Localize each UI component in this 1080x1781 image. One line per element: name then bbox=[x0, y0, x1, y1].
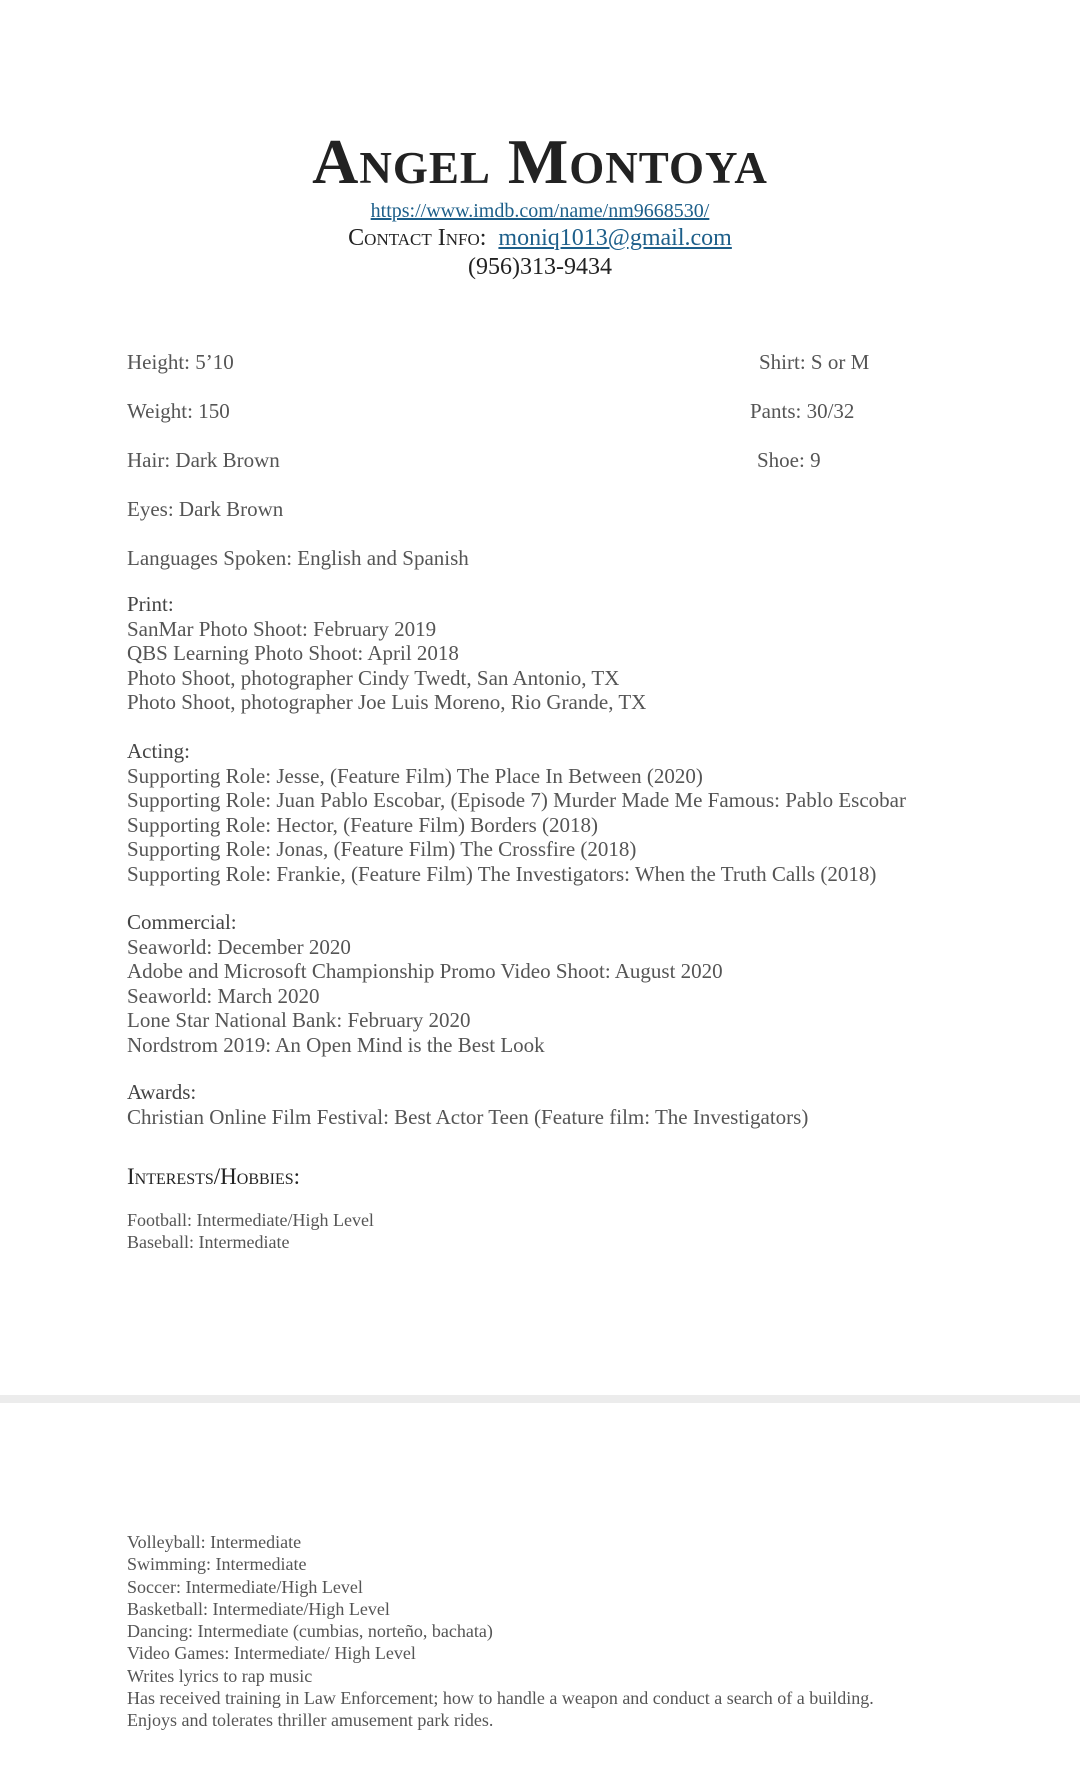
awards-item: Christian Online Film Festival: Best Actor Teen (Feature film: The Investigators) bbox=[127, 1104, 809, 1129]
weight-stat: Weight: 150 bbox=[127, 399, 230, 423]
hobby-item: Dancing: Intermediate (cumbias, norteño, bachata) bbox=[127, 1621, 493, 1642]
print-item: Photo Shoot, photographer Cindy Twedt, San Antonio, TX bbox=[127, 665, 620, 690]
languages-stat: Languages Spoken: English and Spanish bbox=[127, 546, 469, 570]
print-item: SanMar Photo Shoot: February 2019 bbox=[127, 616, 437, 641]
hobby-item: Writes lyrics to rap music bbox=[127, 1665, 313, 1686]
contact-label: Contact Info: bbox=[348, 225, 487, 251]
stat-row bbox=[127, 349, 957, 398]
hobby-list bbox=[127, 1209, 374, 1254]
stat-row bbox=[127, 496, 957, 545]
acting-item: Supporting Role: Frankie, (Feature Film) The Investigators: When the Truth Calls (2018) bbox=[127, 861, 877, 886]
hobby-item: Enjoys and tolerates thriller amusement park rides. bbox=[127, 1710, 494, 1731]
acting-section bbox=[127, 739, 906, 886]
hobby-item: Football: Intermediate/High Level bbox=[127, 1210, 374, 1230]
hobby-item: Has received training in Law Enforcement; how to handle a weapon and conduct a search of a building. bbox=[127, 1688, 874, 1709]
commercial-item: Nordstrom 2019: An Open Mind is the Best Look bbox=[127, 1032, 545, 1057]
hobby-item: Volleyball: Intermediate bbox=[127, 1532, 302, 1552]
pants-stat: Pants: 30/32 bbox=[750, 399, 855, 423]
resume-page-2 bbox=[0, 1403, 1080, 1781]
acting-item: Supporting Role: Hector, (Feature Film) Borders (2018) bbox=[127, 812, 598, 837]
hobby-item: Swimming: Intermediate bbox=[127, 1554, 307, 1575]
acting-item: Supporting Role: Juan Pablo Escobar, (Episode 7) Murder Made Me Famous: Pablo Escobar bbox=[127, 788, 906, 812]
hobby-list-continued bbox=[127, 1531, 874, 1732]
print-title: Print: bbox=[127, 592, 174, 616]
stat-row bbox=[127, 447, 957, 496]
resume-header bbox=[0, 126, 1080, 282]
hobby-item: Video Games: Intermediate/ High Level bbox=[127, 1643, 416, 1664]
eyes-stat: Eyes: Dark Brown bbox=[127, 497, 284, 521]
hobby-item: Soccer: Intermediate/High Level bbox=[127, 1576, 363, 1597]
commercial-item: Lone Star National Bank: February 2020 bbox=[127, 1008, 471, 1032]
phone-number: (956)313-9434 bbox=[468, 254, 612, 280]
shoe-stat: Shoe: 9 bbox=[757, 448, 821, 472]
imdb-link[interactable]: https://www.imdb.com/name/nm9668530/ bbox=[370, 200, 710, 222]
acting-title: Acting: bbox=[127, 739, 190, 763]
hobby-item: Baseball: Intermediate bbox=[127, 1232, 290, 1253]
print-item: QBS Learning Photo Shoot: April 2018 bbox=[127, 641, 459, 665]
commercial-item: Seaworld: December 2020 bbox=[127, 934, 351, 959]
hair-stat: Hair: Dark Brown bbox=[127, 448, 280, 472]
contact-line bbox=[0, 224, 1080, 252]
shirt-stat: Shirt: S or M bbox=[759, 350, 870, 374]
print-section bbox=[127, 592, 646, 715]
email-link[interactable]: moniq1013@gmail.com bbox=[498, 225, 732, 251]
awards-title: Awards: bbox=[127, 1080, 197, 1104]
print-item: Photo Shoot, photographer Joe Luis Moreno, Rio Grande, TX bbox=[127, 690, 647, 714]
stat-row bbox=[127, 545, 957, 594]
hobbies-title: Interests/Hobbies: bbox=[127, 1164, 301, 1189]
acting-item: Supporting Role: Jesse, (Feature Film) The Place In Between (2020) bbox=[127, 763, 703, 788]
commercial-title: Commercial: bbox=[127, 910, 237, 934]
height-stat: Height: 5’10 bbox=[127, 350, 234, 374]
commercial-item: Seaworld: March 2020 bbox=[127, 983, 320, 1008]
actor-name: Angel Montoya bbox=[312, 126, 768, 197]
stat-row bbox=[127, 398, 957, 447]
commercial-section bbox=[127, 910, 723, 1057]
acting-item: Supporting Role: Jonas, (Feature Film) The Crossfire (2018) bbox=[127, 837, 637, 861]
awards-section bbox=[127, 1080, 808, 1129]
commercial-item: Adobe and Microsoft Championship Promo Video Shoot: August 2020 bbox=[127, 959, 723, 983]
physical-stats bbox=[127, 349, 957, 594]
hobby-item: Basketball: Intermediate/High Level bbox=[127, 1598, 390, 1619]
